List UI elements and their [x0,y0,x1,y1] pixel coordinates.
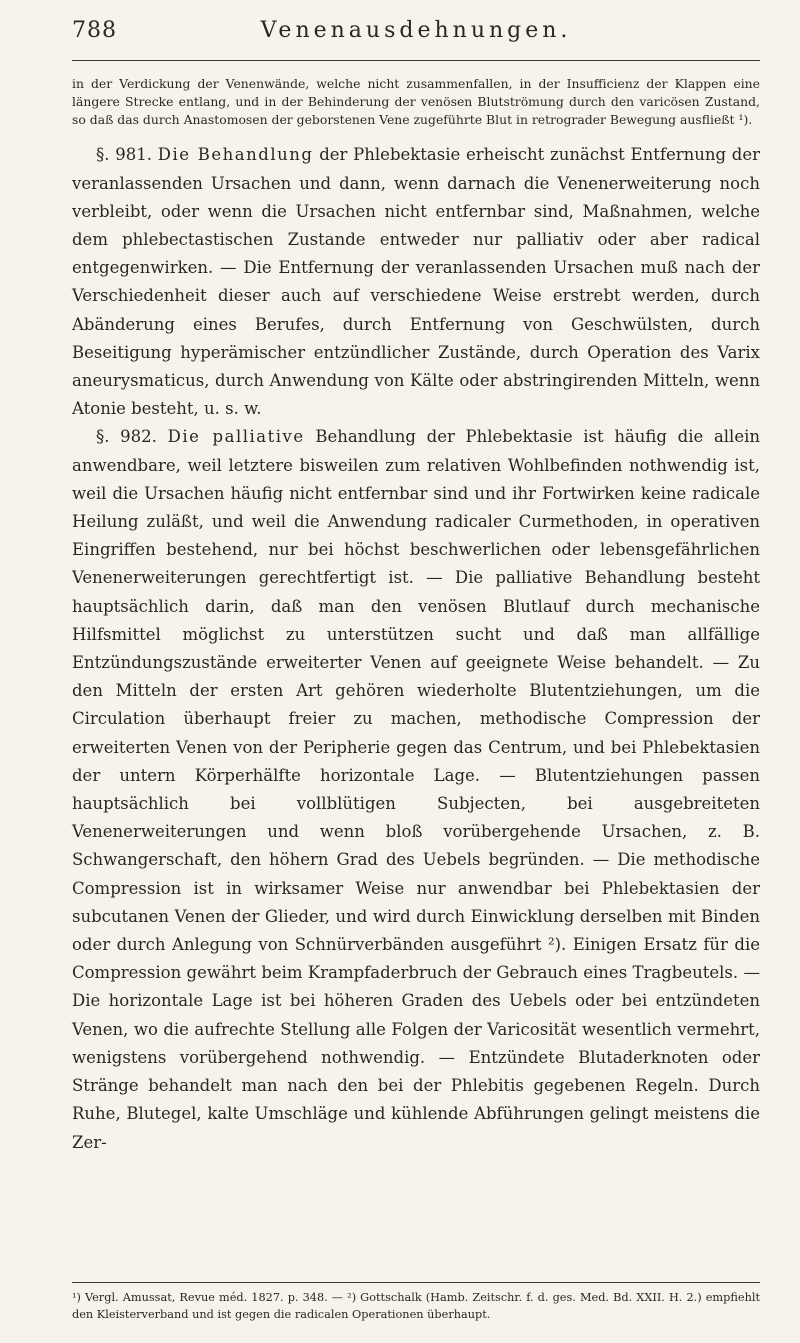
footnotes: ¹) Vergl. Amussat, Revue méd. 1827. p. 348. — ²) Gottschalk (Hamb. Zeitschr. f. d. ges. Med. Bd. XXII. H. 2.) empfiehlt den Kleisterverband und ist gegen die radicalen Operationen überhaupt. [72,1282,760,1323]
paragraph-982 [72,423,760,1156]
section-number-981: §. 981. [96,145,152,165]
page-number: 788 [72,18,117,43]
section-text-981: der Phlebektasie erheischt zunächst Entfernung der veranlassenden Ursachen und dann, wenn darnach die Venenerweiterung noch verbleibt, oder wenn die Ursachen nicht entfernbar sind, Maßnahmen, welche dem phlebectastischen Zustande entweder nur palliativ oder aber radical entgegenwirken. — Die Entfernung der veranlassenden Ursachen muß nach der Verschiedenheit dieser auch auf verschiedene Weise erstrebt werden, durch Abänderung eines Berufes, durch Entfernung von Geschwülsten, durch Beseitigung hyperämischer entzündlicher Zustände, durch Operation des Varix aneurysmaticus, durch Anwendung von Kälte oder abstringirenden Mitteln, wenn Atonie besteht, u. s. w. [72,145,761,419]
section-text-982: Behandlung der Phlebektasie ist häufig die allein anwendbare, weil letztere bisweilen zum relativen Wohlbefinden nothwendig ist, weil die Ursachen häufig nicht entfernbar sind und ihr Fortwirken keine radicale Heilung zuläßt, und weil die Anwendung radicaler Curmethoden, in operativen Eingriffen bestehend, nur bei höchst beschwerlichen oder lebensgefährlichen Venenerweiterungen gerechtfertigt ist. — Die palliative Behandlung besteht hauptsächlich darin, daß man den venösen Blutlauf durch mechanische Hilfsmittel möglichst zu unterstützen sucht und daß man allfällige Entzündungszustände erweiterter Venen auf geeignete Weise behandelt. — Zu den Mitteln der ersten Art gehören wiederholte Blutentziehungen, um die Circulation überhaupt freier zu machen, methodische Compression der erweiterten Venen von der Peripherie gegen das Centrum, und bei Phlebektasien der untern Körperhälfte horizontale Lage. — Blutentziehungen passen hauptsächlich bei vollblütigen Subjecten, bei ausgebreiteten Venenerweiterungen und wenn bloß vorübergehende Ursachen, z. B. Schwangerschaft, den höhern Grad des Uebels begründen. — Die methodische Compression ist in wirksamer Weise nur anwendbar bei Phlebektasien der subcutanen Venen der Glieder, und wird durch Einwicklung derselben mit Binden oder durch Anlegung von Schnürverbänden ausgeführt ²). Einigen Ersatz für die Compression gewährt beim Krampfaderbruch der Gebrauch eines Tragbeutels. — Die horizontale Lage ist bei höheren Graden des Uebels oder bei entzündeten Venen, wo die aufrechte Stellung alle Folgen der Varicosität wesentlich vermehrt, wenigstens vorübergehend nothwendig. — Entzündete Blutaderknoten oder Stränge behandelt man nach den bei der Phlebitis gegebenen Regeln. Durch Ruhe, Blutegel, kalte Umschläge und kühlende Abführungen gelingt meistens die Zer- [72,427,761,1152]
section-heading-982: Die palliative [167,427,305,447]
section-number-982: §. 982. [96,427,157,447]
running-head [72,14,760,61]
paragraph-981 [72,141,760,423]
running-title: Venenausdehnungen. [260,18,572,43]
intro-paragraph: in der Verdickung der Venenwände, welche nicht zusammenfallen, in der Insufficienz der Klappen eine längere Strecke entlang, und in der Behinderung der venösen Blutströmung durch den varicösen Zustand, so daß das durch Anastomosen der geborstenen Vene zugeführte Blut in retrograder Bewegung ausfließt ¹). [72,76,760,127]
section-heading-981: Die Behandlung [157,145,314,165]
